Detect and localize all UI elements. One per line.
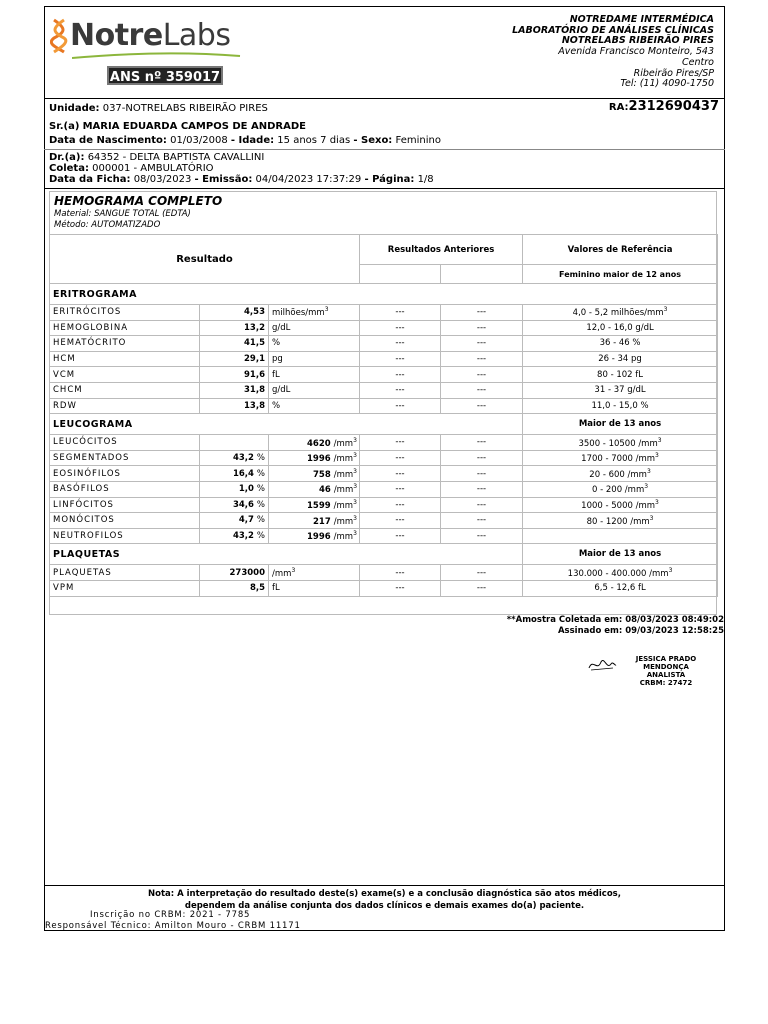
- analyte-value: 13,2: [200, 320, 269, 336]
- prev-result-1: ---: [360, 435, 441, 451]
- analyte-abs: 1996 $/mm^3$: [269, 528, 360, 544]
- prev-result-2: ---: [441, 351, 523, 367]
- prev-result-2: ---: [441, 367, 523, 383]
- reference-range: 0 - 200 $/mm^3$: [523, 481, 718, 497]
- note-line-1: Nota: A interpretação do resultado deste(s) exame(s) e a conclusão diagnóstica são atos médicos,: [148, 889, 621, 899]
- analyte-value: 29,1: [200, 351, 269, 367]
- note-line-2: dependem da análise conjunta dos dados clínicos e demais exames do(a) paciente.: [184, 901, 585, 911]
- lab-line-1: NOTREDAME INTERMÉDICA: [569, 14, 714, 25]
- table-row: [50, 450, 718, 466]
- reference-range: 1000 - 5000 $/mm^3$: [523, 497, 718, 513]
- reference-range: 80 - 1200 $/mm^3$: [523, 513, 718, 529]
- analyte-value: 91,6: [200, 367, 269, 383]
- analyte-name: VCM: [50, 367, 200, 383]
- lab-line-5: Centro: [682, 56, 714, 68]
- analyst-name: JESSICA PRADO MENDONÇA: [635, 655, 697, 671]
- analyte-value: 13,8: [200, 398, 269, 414]
- table-row: [50, 305, 718, 321]
- name-label: Sr.(a): [49, 121, 80, 132]
- table-row: [50, 528, 718, 544]
- signed-at: Assinado em: 09/03/2023 12:58:25: [557, 626, 724, 636]
- analyte-value: 41,5: [200, 336, 269, 352]
- ficha-label: Data da Ficha:: [49, 174, 131, 185]
- analyte-name: SEGMENTADOS: [50, 450, 200, 466]
- crbm-registration: Inscrição no CRBM: 2021 - 7785: [90, 910, 251, 920]
- table-row: [50, 382, 718, 398]
- lab-line-4: Avenida Francisco Monteiro, 543: [558, 46, 714, 58]
- analyte-name: LEUCÓCITOS: [50, 435, 200, 451]
- reference-range: 3500 - 10500 $/mm^3$: [523, 435, 718, 451]
- table-row: [50, 320, 718, 336]
- table-row: [50, 367, 718, 383]
- coleta-label: Coleta:: [49, 163, 89, 174]
- analyte-name: NEUTROFILOS: [50, 528, 200, 544]
- prev-result-1: ---: [360, 320, 441, 336]
- table-row: [50, 497, 718, 513]
- prev-result-1: ---: [360, 466, 441, 482]
- lab-line-2: LABORATÓRIO DE ANÁLISES CLÍNICAS: [512, 24, 714, 36]
- prev-result-1: ---: [360, 450, 441, 466]
- prev-result-2: ---: [441, 481, 523, 497]
- analyte-unit: g/dL: [269, 320, 360, 336]
- pagina-label: - Página:: [364, 174, 415, 185]
- reference-range: 31 - 37 g/dL: [523, 382, 718, 398]
- prev-result-2: ---: [441, 336, 523, 352]
- prev-result-1: ---: [360, 382, 441, 398]
- prev-result-1: ---: [360, 398, 441, 414]
- prev-result-1: ---: [360, 565, 441, 581]
- prev-result-1: ---: [360, 497, 441, 513]
- prev-result-1: ---: [360, 481, 441, 497]
- analyte-unit: %: [269, 336, 360, 352]
- analyte-name: MONÓCITOS: [50, 513, 200, 529]
- table-row: [50, 336, 718, 352]
- analyte-abs: 4620 $/mm^3$: [269, 435, 360, 451]
- plaq-ref-group: Maior de 13 anos: [523, 544, 718, 565]
- analyte-pct: 43,2 %: [200, 450, 269, 466]
- reference-range: 36 - 46 %: [523, 336, 718, 352]
- table-row: [50, 351, 718, 367]
- ra-label: RA:: [608, 102, 629, 113]
- coleta-value: 000001 - AMBULATÓRIO: [92, 163, 214, 174]
- analyte-name: LINFÓCITOS: [50, 497, 200, 513]
- section-plaquetas: PLAQUETAS: [50, 544, 523, 565]
- patient-name-line: [49, 121, 306, 132]
- leuco-ref-group: Maior de 13 anos: [523, 414, 718, 435]
- reference-range: [523, 528, 718, 544]
- analyte-name: HEMATÓCRITO: [50, 336, 200, 352]
- reference-range: 4,0 - 5,2 milhões/$mm^3$: [523, 305, 718, 321]
- ficha-line: [49, 174, 434, 185]
- analyte-unit: %: [269, 398, 360, 414]
- emissao-value: 04/04/2023 17:37:29: [255, 174, 362, 185]
- prev-result-1: ---: [360, 351, 441, 367]
- prev-result-2: ---: [441, 565, 523, 581]
- lab-line-7: Tel: (11) 4090-1750: [620, 78, 714, 90]
- reference-range: 1700 - 7000 $/mm^3$: [523, 450, 718, 466]
- reference-range: 12,0 - 16,0 g/dL: [523, 320, 718, 336]
- analyte-unit: g/dL: [269, 382, 360, 398]
- analyte-pct: 4,7 %: [200, 513, 269, 529]
- doctor-line: [49, 152, 264, 163]
- footer-note: [44, 888, 725, 912]
- helix-icon: [50, 18, 70, 54]
- analyte-name: CHCM: [50, 382, 200, 398]
- table-row: [50, 580, 718, 596]
- analyte-abs: 217 $/mm^3$: [269, 513, 360, 529]
- prev-result-2: ---: [441, 513, 523, 529]
- lab-line-6: Ribeirão Pires/SP: [633, 67, 714, 79]
- prev-result-1: ---: [360, 513, 441, 529]
- ra-value: 2312690437: [628, 99, 719, 114]
- unidade-line: [49, 103, 268, 114]
- prev-result-2: ---: [441, 580, 523, 596]
- idade-value: 15 anos 7 dias: [277, 135, 351, 146]
- analyte-pct: 1,0 %: [200, 481, 269, 497]
- sexo-label: - Sexo:: [353, 135, 393, 146]
- prev-result-2: ---: [441, 497, 523, 513]
- patient-name: MARIA EDUARDA CAMPOS DE ANDRADE: [82, 121, 306, 132]
- analyte-name: BASÓFILOS: [50, 481, 200, 497]
- collected-at: **Amostra Coletada em: 08/03/2023 08:49:02: [506, 615, 724, 625]
- table-row: [50, 481, 718, 497]
- analyst-role: ANALISTA: [646, 671, 686, 679]
- analyte-value: 31,8: [200, 382, 269, 398]
- analyte-value: 8,5: [200, 580, 269, 596]
- lab-address: [512, 15, 714, 90]
- ra-line: [609, 101, 719, 113]
- table-row: [50, 565, 718, 581]
- coleta-line: [49, 163, 214, 174]
- analyte-pct: 43,2 %: [200, 528, 269, 544]
- prev-result-2: ---: [441, 528, 523, 544]
- emissao-label: - Emissão:: [194, 174, 253, 185]
- analyte-unit: milhões/$mm^3$: [269, 305, 360, 321]
- analyte-abs: 46 $/mm^3$: [269, 481, 360, 497]
- analyst-crbm: CRBM: 27472: [639, 679, 693, 687]
- exam-material: Material: SANGUE TOTAL (EDTA): [54, 209, 191, 219]
- exam-title: HEMOGRAMA COMPLETO: [54, 194, 223, 208]
- prev-result-2: ---: [441, 305, 523, 321]
- reference-range: 6,5 - 12,6 fL: [523, 580, 718, 596]
- reference-range: 11,0 - 15,0 %: [523, 398, 718, 414]
- table-row: [50, 435, 718, 451]
- birth-line: [49, 135, 441, 146]
- nasc-value: 01/03/2008: [170, 135, 228, 146]
- dr-value: 64352 - DELTA BAPTISTA CAVALLINI: [87, 152, 265, 163]
- analyte-pct: 16,4 %: [200, 466, 269, 482]
- analyte-name: RDW: [50, 398, 200, 414]
- table-row: [50, 513, 718, 529]
- reference-range: 80 - 102 fL: [523, 367, 718, 383]
- prev-result-1: ---: [360, 528, 441, 544]
- prev-result-2: ---: [441, 466, 523, 482]
- analyte-abs: 758 $/mm^3$: [269, 466, 360, 482]
- analyte-abs: 1996 $/mm^3$: [269, 450, 360, 466]
- col-referencia: Valores de Referência: [523, 235, 718, 265]
- analyte-value: 273000: [200, 565, 269, 581]
- prev-result-1: ---: [360, 305, 441, 321]
- idade-label: - Idade:: [230, 135, 275, 146]
- exam-method: Método: AUTOMATIZADO: [54, 220, 161, 230]
- unidade-value: 037-NOTRELABS RIBEIRÃO PIRES: [102, 103, 268, 114]
- reference-range: 20 - 600 $/mm^3$: [523, 466, 718, 482]
- analyst-block: [612, 655, 720, 687]
- dr-label: Dr.(a):: [49, 152, 85, 163]
- analyte-name: ERITRÓCITOS: [50, 305, 200, 321]
- unidade-label: Unidade:: [49, 103, 100, 114]
- results-table: [49, 234, 718, 597]
- analyte-value: 4,53: [200, 305, 269, 321]
- logo-labs: Labs: [162, 18, 231, 53]
- prev-result-1: ---: [360, 336, 441, 352]
- analyte-name: HCM: [50, 351, 200, 367]
- analyte-unit: fL: [269, 367, 360, 383]
- analyte-name: PLAQUETAS: [50, 565, 200, 581]
- analyte-pct: 34,6 %: [200, 497, 269, 513]
- analyte-pct: [200, 435, 269, 451]
- lab-line-3: NOTRELABS RIBEIRÃO PIRES: [561, 35, 714, 47]
- ans-badge: ANS nº 359017: [107, 66, 223, 85]
- prev-result-2: ---: [441, 450, 523, 466]
- col-anteriores: Resultados Anteriores: [360, 235, 523, 265]
- prev-result-2: ---: [441, 435, 523, 451]
- analyte-unit: pg: [269, 351, 360, 367]
- logo-swoosh-icon: [72, 52, 242, 60]
- prev-result-2: ---: [441, 382, 523, 398]
- prev-result-2: ---: [441, 320, 523, 336]
- table-row: [50, 398, 718, 414]
- analyte-name: HEMOGLOBINA: [50, 320, 200, 336]
- reference-range: 130.000 - 400.000 $/mm^3$: [523, 565, 718, 581]
- analyte-unit: $/mm^3$: [269, 565, 360, 581]
- ficha-value: 08/03/2023: [133, 174, 192, 185]
- col-resultado: Resultado: [50, 235, 360, 284]
- reference-range: 26 - 34 pg: [523, 351, 718, 367]
- pagina-value: 1/8: [417, 174, 434, 185]
- analyte-name: EOSINÓFILOS: [50, 466, 200, 482]
- prev-result-2: ---: [441, 398, 523, 414]
- logo-notre: Notre: [70, 18, 163, 53]
- technical-responsible: Responsável Técnico: Amilton Mouro - CRBM 11171: [45, 921, 301, 931]
- section-eritrograma: ERITROGRAMA: [50, 284, 718, 305]
- section-leucograma: LEUCOGRAMA: [50, 414, 523, 435]
- prev-result-1: ---: [360, 367, 441, 383]
- analyte-name: VPM: [50, 580, 200, 596]
- nasc-label: Data de Nascimento:: [49, 135, 167, 146]
- analyte-abs: 1599 $/mm^3$: [269, 497, 360, 513]
- analyte-unit: fL: [269, 580, 360, 596]
- ref-group-label: Feminino maior de 12 anos: [523, 265, 718, 284]
- prev-result-1: ---: [360, 580, 441, 596]
- sexo-value: Feminino: [395, 135, 441, 146]
- table-row: [50, 466, 718, 482]
